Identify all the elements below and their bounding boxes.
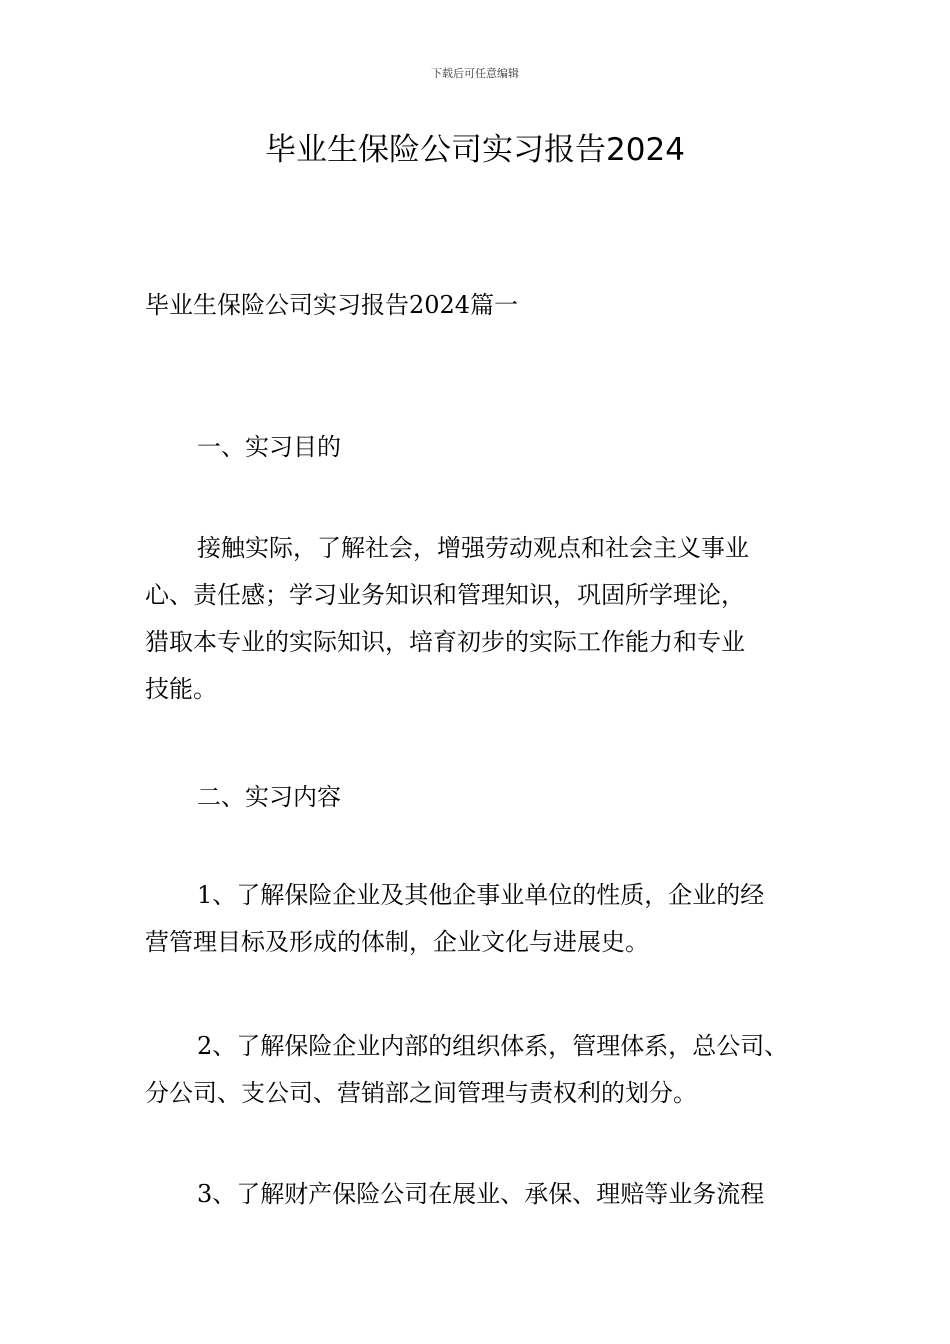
document-title: 毕业生保险公司实习报告2024 [265,132,685,168]
paragraph-line: 1、了解保险企业及其他企事业单位的性质，企业的经 [197,881,765,909]
section-heading-purpose: 一、实习目的 [197,433,341,461]
paragraph-purpose [145,525,810,713]
paragraph-line: 营管理目标及形成的体制，企业文化与进展史。 [145,928,649,956]
header-note: 下载后可任意编辑 [431,67,519,80]
paragraph-line: 技能。 [145,675,217,703]
list-item-3 [145,1171,810,1218]
paragraph-line: 分公司、支公司、营销部之间管理与责权利的划分。 [145,1079,697,1107]
paragraph-line: 猎取本专业的实际知识，培育初步的实际工作能力和专业 [145,628,745,656]
paragraph-line: 2、了解保险企业内部的组织体系，管理体系，总公司、 [197,1032,789,1060]
document-subtitle: 毕业生保险公司实习报告2024篇一 [145,291,519,319]
list-item-1 [145,872,810,966]
paragraph-line: 接触实际，了解社会，增强劳动观点和社会主义事业 [197,534,749,562]
paragraph-line: 3、了解财产保险公司在展业、承保、理赔等业务流程 [197,1180,765,1208]
paragraph-line: 心、责任感；学习业务知识和管理知识，巩固所学理论， [145,581,745,609]
list-item-2 [145,1023,810,1117]
section-heading-content: 二、实习内容 [197,783,341,811]
